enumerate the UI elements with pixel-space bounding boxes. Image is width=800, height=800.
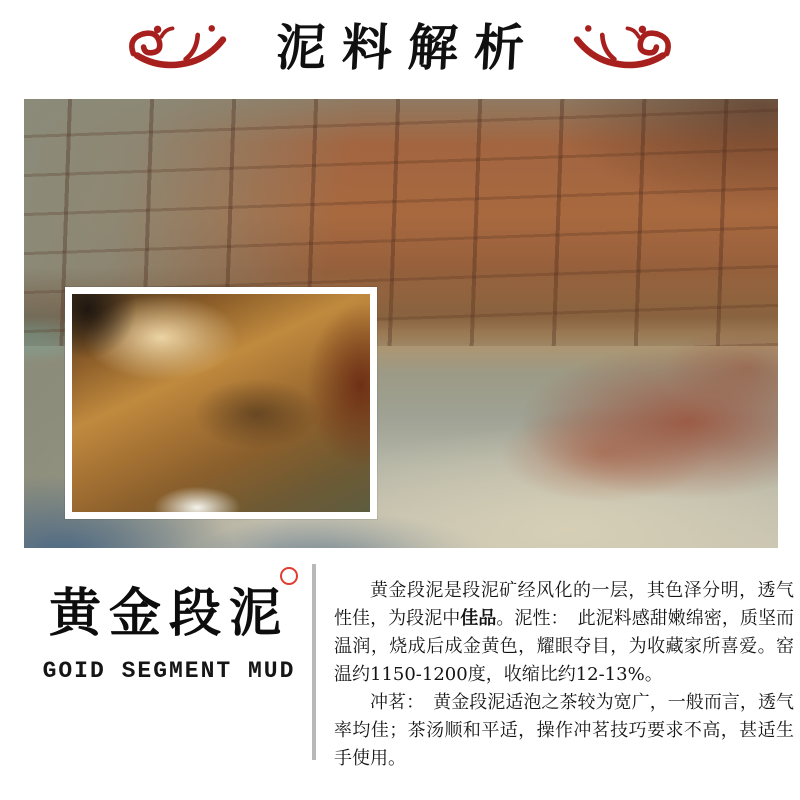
ore-rocks-image [72, 294, 370, 512]
ore-inset-photo [65, 287, 377, 519]
cloud-scroll-left-icon [124, 19, 236, 77]
header [0, 0, 800, 96]
vertical-divider [312, 564, 316, 760]
cloud-scroll-right-icon [564, 19, 676, 77]
section-title: 泥料解析 [274, 18, 542, 77]
quarry-photo [24, 99, 778, 548]
p1-text-bold: 佳品 [460, 608, 497, 629]
product-title-block [24, 560, 314, 760]
description-paragraph-2: 冲茗： 黄金段泥适泡之茶较为宽广，一般而言，透气率均佳；茶汤顺和平适，操作冲茗技巧要求不高，甚适生手使用。 [334, 692, 794, 769]
product-name-cn: 黄金段泥 [48, 583, 289, 644]
product-name-en: GOID SEGMENT MUD [42, 657, 296, 684]
p1-text-before: 黄金段泥是段泥矿经风化的一层，其色泽分明，透气性佳，为段泥中 [334, 580, 794, 629]
description-text [334, 577, 794, 773]
ring-marker-icon [280, 567, 298, 585]
description-paragraph-1 [334, 577, 794, 689]
p1-text-after: 。泥性： 此泥料感甜嫩绵密，质坚而温润，烧成后成金黄色，耀眼夺目，为收藏家所喜爱。窑温约1150-1200度，收缩比约12-13%。 [334, 608, 795, 685]
